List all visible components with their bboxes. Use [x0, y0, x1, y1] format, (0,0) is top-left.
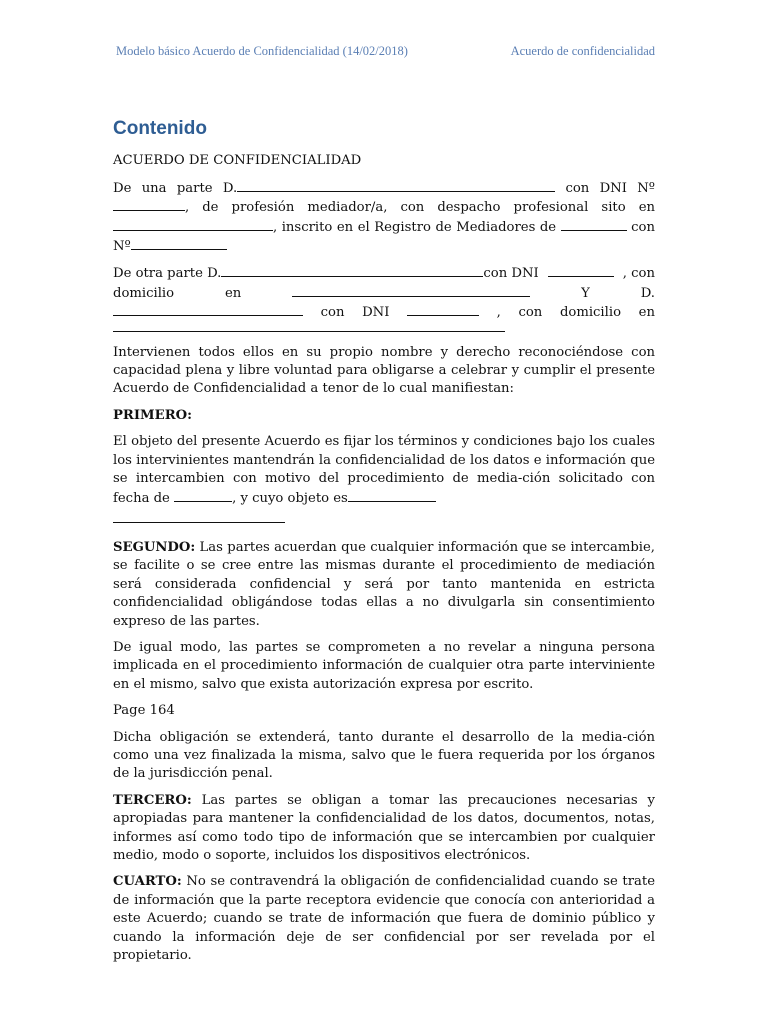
agreement-title: ACUERDO DE CONFIDENCIALIDAD	[113, 153, 362, 169]
segundo-heading: SEGUNDO:	[113, 539, 196, 555]
header-document-title: Modelo básico Acuerdo de Confidencialidad (14/02/2018)	[116, 44, 408, 58]
address-blank-2	[292, 284, 530, 297]
name-blank-3	[113, 303, 303, 316]
party-one-text-5: con Nº	[113, 219, 655, 255]
primero-text-1: El objeto del presente Acuerdo es fijar los términos y condiciones bajo los cuales los intervinientes mantendrán la confidencialidad de los datos e información que se intercambien con motivo del procedimiento de media-ción solicitado con fecha de	[113, 434, 655, 506]
word-con: con	[320, 305, 345, 321]
word-domicilio-2: domicilio	[559, 305, 622, 321]
primero-paragraph	[113, 433, 655, 508]
party-one-text-4: , inscrito en el Registro de Mediadores de	[273, 219, 561, 235]
name-blank-2	[221, 264, 483, 277]
cuarto-heading: CUARTO:	[113, 874, 182, 890]
tercero-text: Las partes se obligan a tomar las precauciones necesarias y apropiadas para mantener la confidencialidad de los datos, documentos, notas, informes así como todo tipo de información que se intercambien por cualquier medio, modo o soporte, incluidos los dispositivos electrónicos.	[113, 792, 655, 863]
party-two-paragraph	[113, 264, 655, 331]
segundo-text: Las partes acuerdan que cualquier información que se intercambie, se facilite o se cree entre las mismas durante el procedimiento de mediación será considerada confidencial y será por tanto mantenida en estricta confidencialidad obligándose todas ellas a no divulgarla sin consentimiento expreso de las partes.	[113, 539, 655, 629]
party-two-line-3	[113, 303, 655, 322]
dni-blank-2	[548, 264, 614, 277]
party-one-text-3: , de profesión mediador/a, con despacho profesional sito en	[185, 200, 655, 216]
igual-modo-paragraph: De igual modo, las partes se comprometen a no revelar a ninguna persona implicada en el procedimiento información de cualquier otra parte interviniente en el mismo, salvo que exista autorización expresa por escrito.	[113, 639, 655, 692]
cuarto-paragraph	[113, 873, 655, 965]
registry-blank	[561, 218, 627, 231]
object-continuation-line	[113, 512, 285, 523]
dni-blank-3	[407, 303, 479, 316]
dni-blank	[113, 198, 185, 211]
page-marker: Page 164	[113, 703, 175, 719]
word-y: Y	[581, 285, 590, 301]
address-full-line	[113, 323, 505, 332]
party-two-line-1	[113, 264, 655, 283]
header-section-title: Acuerdo de confidencialidad	[510, 44, 655, 58]
word-en: en	[224, 285, 242, 301]
document-body	[113, 120, 655, 973]
primero-text-2: , y cuyo objeto es	[232, 490, 348, 506]
cuarto-text: No se contravendrá la obligación de confidencialidad cuando se trate de información que la parte receptora evidencie que conocía con anterioridad a este Acuerdo; cuando se trate de información que fuera de dominio público y cuando la información deje de ser confidencial por ser revelada por el propietario.	[113, 874, 655, 964]
party-two-line-2	[113, 284, 655, 303]
party-one-text-2: con DNI Nº	[555, 180, 655, 196]
party-two-text-2: con DNI	[483, 266, 539, 282]
registry-number-blank	[131, 237, 227, 250]
address-blank	[113, 218, 273, 231]
dicha-paragraph: Dicha obligación se extenderá, tanto durante el desarrollo de la media-ción como una vez finalizada la misma, salvo que le fuera requerida por los órganos de la jurisdicción penal.	[113, 729, 655, 782]
party-one-text-1: De una parte D.	[113, 180, 238, 196]
name-blank	[237, 179, 555, 192]
party-one-paragraph	[113, 179, 655, 257]
segundo-paragraph	[113, 539, 655, 631]
word-con-2: con	[518, 305, 543, 321]
word-dni: DNI	[362, 305, 390, 321]
object-blank	[348, 489, 436, 502]
intervienen-paragraph: Intervienen todos ellos en su propio nombre y derecho reconociéndose con capacidad plena y libre voluntad para obligarse a celebrar y cumplir el presente Acuerdo de Confidencialidad a tenor de lo cual manifiestan:	[113, 344, 655, 397]
word-domicilio: domicilio	[113, 285, 175, 301]
contents-heading: Contenido	[113, 118, 207, 139]
word-d: D.	[640, 285, 655, 301]
primero-heading: PRIMERO:	[113, 407, 193, 423]
word-en-2: en	[638, 305, 655, 321]
tercero-paragraph	[113, 792, 655, 866]
tercero-heading: TERCERO:	[113, 792, 192, 808]
date-blank	[174, 489, 232, 502]
party-two-text-1: De otra parte D.	[113, 266, 222, 282]
party-two-text-3: , con	[622, 266, 655, 282]
word-comma: ,	[496, 305, 501, 321]
page-header	[116, 44, 655, 59]
